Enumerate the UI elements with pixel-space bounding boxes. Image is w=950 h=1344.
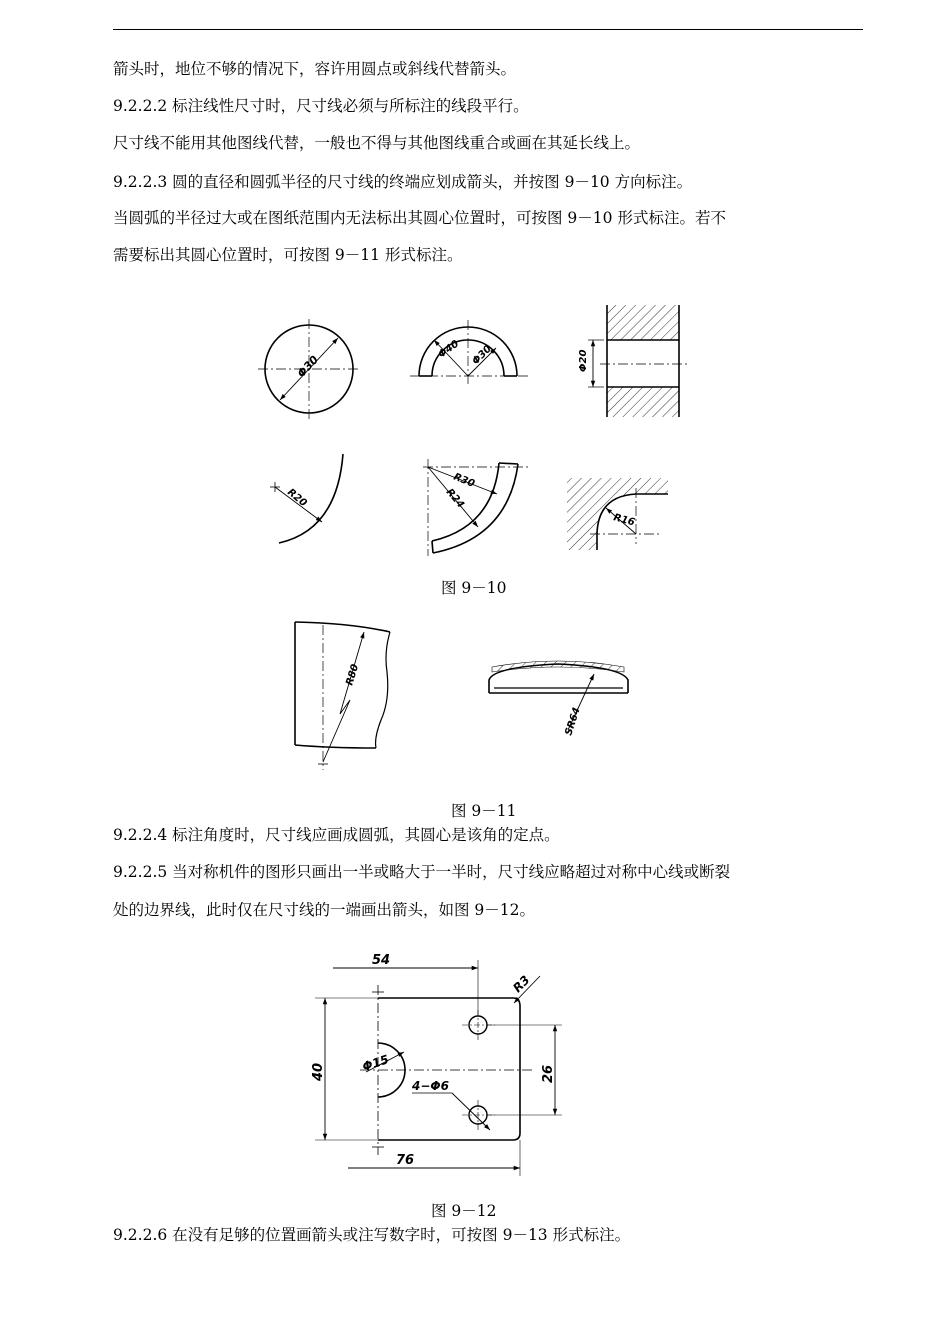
paragraph-6: 需要标出其圆心位置时，可按图 9－11 形式标注。 [113, 246, 463, 264]
label-r24: R24 [443, 486, 467, 511]
paragraph-3: 尺寸线不能用其他图线代替，一般也不得与其他图线重合或画在其延长线上。 [113, 134, 641, 152]
paragraph-9: 处的边界线，此时仅在尺寸线的一端画出箭头，如图 9－12。 [113, 901, 536, 919]
label-d54: 54 [372, 953, 391, 968]
paragraph-10: 9.2.2.6 在没有足够的位置画箭头或注写数字时，可按图 9－13 形式标注。 [113, 1226, 631, 1244]
paragraph-5: 当圆弧的半径过大或在图纸范围内无法标出其圆心位置时，可按图 9－10 形式标注。若不 [113, 209, 726, 227]
label-d40: Φ40 [436, 338, 462, 361]
caption-fig-9-11: 图 9－11 [451, 802, 517, 820]
label-d26: 26 [541, 1064, 556, 1083]
fig10-corner-r16 [567, 478, 668, 550]
paragraph-4: 9.2.2.3 圆的直径和圆弧半径的尺寸线的终端应划成箭头，并按图 9－10 方向标注。 [113, 173, 693, 191]
label-d76: 76 [396, 1153, 415, 1168]
label-d40-plate: 40 [311, 1062, 326, 1081]
fig11-large-radius [295, 622, 390, 770]
label-sr64: SR64 [563, 706, 583, 737]
label-d30-circle: Φ30 [294, 353, 322, 381]
label-r30: R30 [451, 471, 477, 490]
paragraph-1: 箭头时，地位不够的情况下，容许用圆点或斜线代替箭头。 [113, 60, 517, 78]
paragraph-2: 9.2.2.2 标注线性尺寸时，尺寸线必须与所标注的线段平行。 [113, 97, 529, 115]
label-holes: 4−Φ6 [412, 1079, 449, 1093]
fig10-circle-diameter [258, 319, 360, 419]
fig10-half-ring [410, 320, 528, 384]
caption-fig-9-12: 图 9－12 [431, 1202, 497, 1220]
caption-fig-9-10: 图 9－10 [441, 579, 507, 597]
label-r16: R16 [612, 512, 636, 529]
label-d20: Φ20 [578, 349, 589, 372]
paragraph-8: 9.2.2.5 当对称机件的图形只画出一半或略大于一半时，尺寸线应略超过对称中心线或断裂 [113, 863, 731, 881]
fig11-spherical-cap [489, 661, 628, 737]
paragraph-7: 9.2.2.4 标注角度时，尺寸线应画成圆弧，其圆心是该角的定点。 [113, 826, 560, 844]
fig10-arc-r20 [270, 454, 343, 543]
label-d30-arc: Φ30 [470, 343, 494, 368]
fig10-arc-r30-r24 [423, 459, 530, 556]
label-r3: R3 [510, 972, 533, 996]
fig10-bore-section [578, 305, 690, 417]
label-d15: Φ15 [360, 1052, 391, 1074]
label-r80: R80 [344, 662, 362, 687]
fig12-symmetric-plate [311, 953, 562, 1176]
label-r20: R20 [285, 486, 309, 510]
